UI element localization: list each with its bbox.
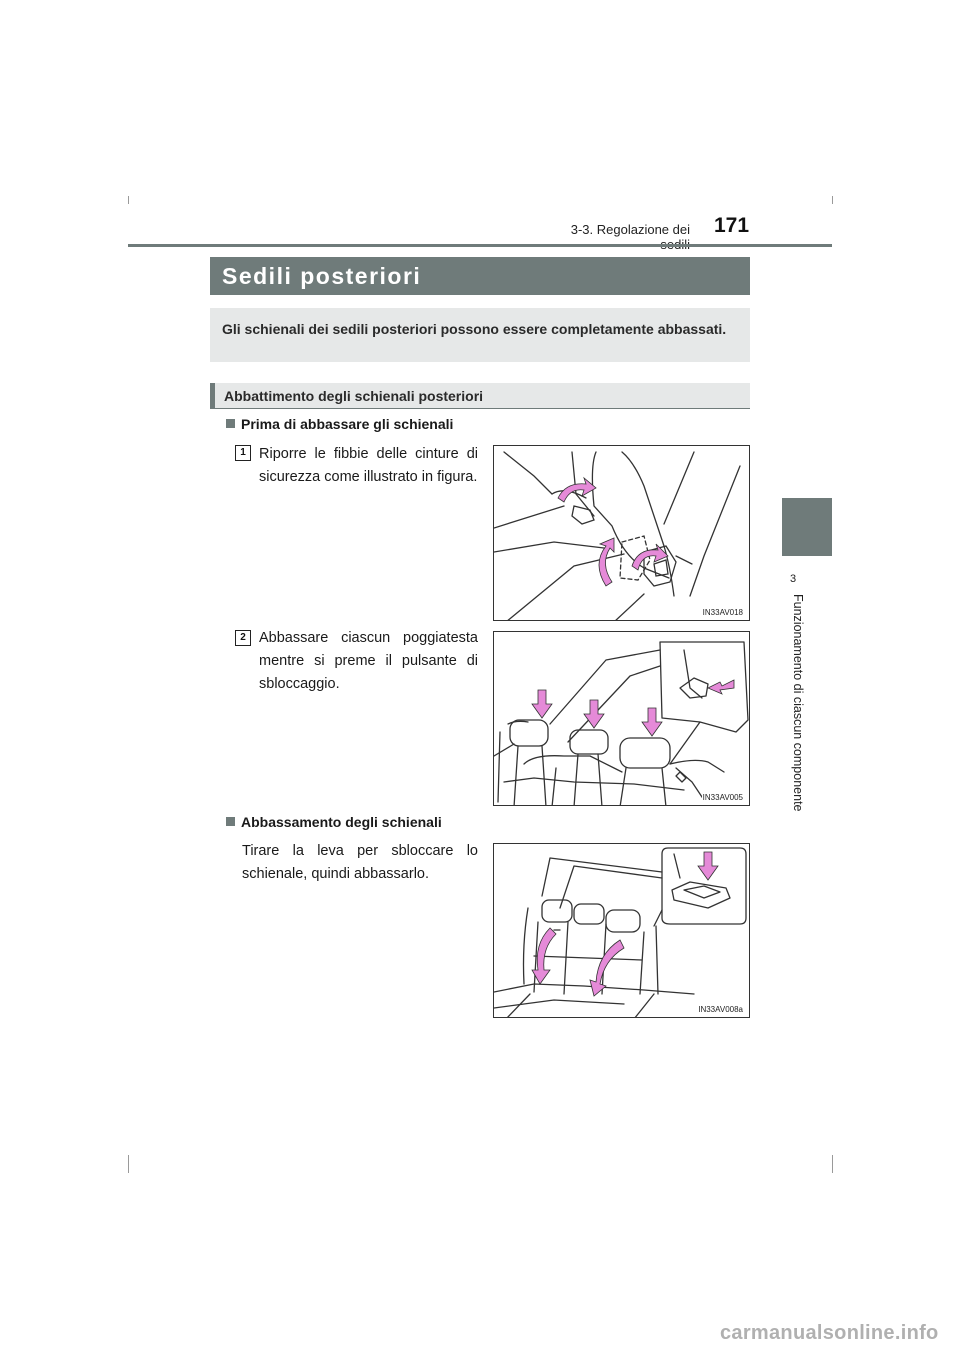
step-1-text: Riporre le fibbie delle cinture di sicurezza come illustrato in figura. (259, 446, 478, 485)
arrow-icon (632, 544, 668, 570)
crop-mark (128, 196, 129, 204)
page-title: Sedili posteriori (222, 263, 422, 289)
arrow-icon (558, 478, 596, 502)
arrow-icon (708, 680, 734, 694)
seatback-fold-illustration (494, 844, 750, 1018)
figure-seatbelt-buckles (493, 445, 750, 621)
bullet-square-icon (226, 817, 235, 826)
crop-mark (832, 196, 833, 204)
folding-instruction-text: Tirare la leva per sbloccare lo schienale, quindi abbassarlo. (242, 843, 478, 882)
seatbelt-buckle-illustration (494, 446, 750, 621)
bullet-square-icon (226, 419, 235, 428)
bullet-heading-before-folding: Prima di abbassare gli schienali (226, 416, 453, 432)
arrow-icon (599, 538, 614, 586)
crop-mark (832, 1155, 833, 1173)
figure-code: IN33AV018 (702, 608, 743, 617)
footer-watermark: carmanualsonline.info (720, 1322, 939, 1344)
page-title-bar (210, 257, 750, 295)
figure-headrests (493, 631, 750, 806)
chapter-tab (782, 498, 832, 556)
page-number: 171 (714, 214, 750, 237)
arrow-icon (642, 708, 662, 736)
chapter-number: 3 (790, 573, 797, 585)
step-number-1: 1 (235, 445, 251, 461)
figure-code: IN33AV005 (702, 793, 743, 802)
arrow-icon (698, 852, 718, 880)
header-rule (128, 244, 832, 247)
intro-text: Gli schienali dei sedili posteriori possono essere completamente abbassati. (222, 321, 727, 337)
chapter-title: Funzionamento di ciascun componente (791, 594, 805, 812)
subsection-stripe (210, 383, 215, 409)
headrest-illustration (494, 632, 750, 806)
arrow-icon (532, 690, 552, 718)
arrow-icon (584, 700, 604, 728)
step-number-2: 2 (235, 630, 251, 646)
figure-code: IN33AV008a (698, 1005, 743, 1014)
step-2-text: Abbassare ciascun poggiatesta mentre si preme il pulsante di sbloccaggio. (259, 630, 478, 692)
crop-mark (128, 1155, 129, 1173)
figure-fold-seatbacks (493, 843, 750, 1018)
subsection-title: Abbattimento degli schienali posteriori (224, 388, 484, 404)
subsection-bar (210, 383, 750, 409)
bullet-heading-folding-seatbacks: Abbassamento degli schienali (226, 814, 442, 830)
intro-box (210, 308, 750, 362)
section-label: 3-3. Regolazione dei (570, 222, 690, 237)
